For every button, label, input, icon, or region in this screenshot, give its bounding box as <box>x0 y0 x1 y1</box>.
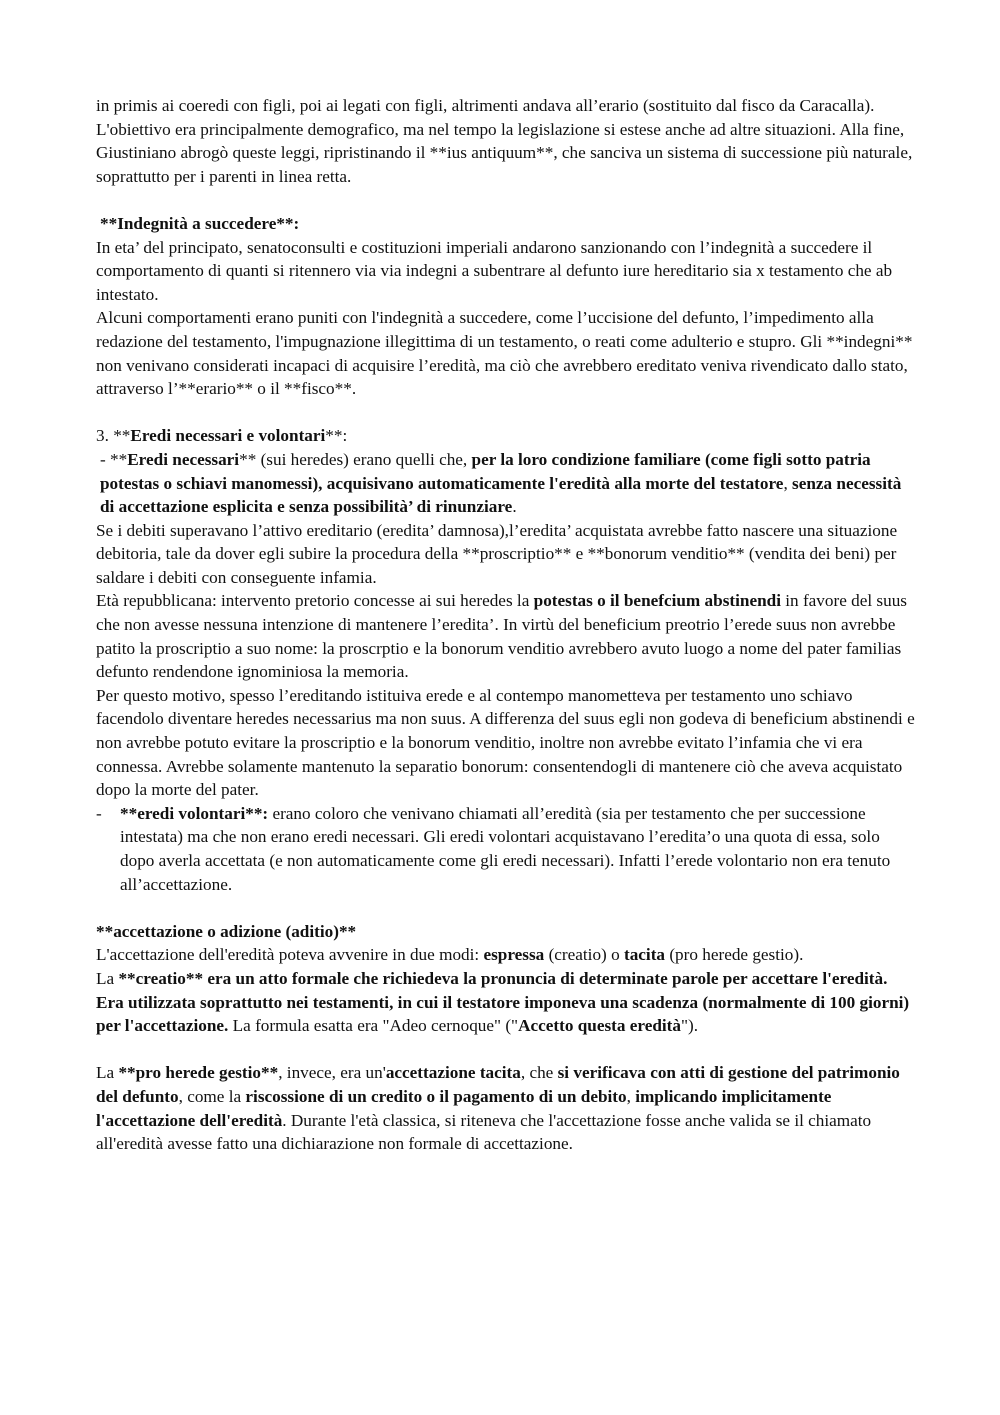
heading-accettazione <box>96 920 916 944</box>
phg-d: accettazione tacita <box>385 1063 521 1083</box>
heading-indegnita-text: **Indegnità a succedere**: <box>100 213 300 233</box>
phg-e: , che <box>520 1063 558 1083</box>
phg-k: . Durante l'età classica, si riteneva che l'accettazione fosse anche valida se il chiamato all'eredità avesse fatto una dichiarazione non formale di accettazione. <box>96 1110 872 1154</box>
creatio-formula: Accetto questa eredità <box>518 1016 681 1036</box>
eredi-volontari-text <box>118 802 916 896</box>
heading-indegnita <box>96 212 916 236</box>
bullet-dash: - <box>96 803 102 823</box>
phg-i: , <box>626 1086 636 1106</box>
paragraph-lex-iulia-papia: in primis ai coeredi con figli, poi ai legati con figli, altrimenti andava all’erario (sostituito dal fisco da Caracalla). L'obiettivo era principalmente demografico, ma nel tempo la legislazione si estese anche ad altre situazioni. Alla fine, Giustiniano abrogò queste leggi, ripristinando il **ius antiquum**, che sanciva un sistema di successione più naturale, soprattutto per i parenti in linea retta. <box>96 96 913 186</box>
paragraph-indegnita-1: In eta’ del principato, senatoconsulti e costituzioni imperiali andarono sanzionando con l’indegnità a succedere il comportamento di quanti si ritennero via via indegni a subentrare al defunto iure hereditario sia x testamento che ab intestato. <box>96 237 893 304</box>
spacer <box>96 896 916 920</box>
section-3-title: Eredi necessari e volontari <box>130 426 326 446</box>
heading-section-3 <box>96 424 916 448</box>
spacer <box>96 188 916 212</box>
eredi-necessari-prefix: - ** <box>100 449 128 469</box>
spacer <box>96 1038 916 1062</box>
paragraph-creatio <box>96 967 916 1038</box>
paragraph-accettazione <box>96 943 916 967</box>
creatio-e: "). <box>681 1016 699 1036</box>
phg-h: riscossione di un credito o il pagamento di un debito <box>245 1086 627 1106</box>
phg-j: implicando implicitamente l'accettazione dell'eredità <box>96 1086 832 1130</box>
accettazione-c: (creatio) o <box>544 945 624 965</box>
paragraph-pro-herede-gestio <box>96 1061 916 1155</box>
creatio-a: La <box>96 968 119 988</box>
paragraph-eta-repubblicana <box>96 589 916 683</box>
paragraph-indegnita-2: Alcuni comportamenti erano puniti con l'indegnità a succedere, come l’uccisione del defunto, l’impedimento alla redazione del testamento, l'impugnazione illegittima di un testamento, o reati come adulterio e stupro. Gli **indegni** non venivano considerati incapaci di acquisire l’eredità, ma ciò che avrebbero ereditato veniva rivendicato dallo stato, attraverso l’**erario** o il **fisco**. <box>96 308 913 399</box>
accettazione-a: L'accettazione dell'eredità poteva avvenire in due modi: <box>96 945 484 965</box>
eta-repubblicana-bold: potestas o il benefcium abstinendi <box>533 591 781 611</box>
eredi-necessari-mid: ** (sui heredes) erano quelli che, <box>239 449 472 469</box>
section-3-end: **: <box>325 426 348 446</box>
phg-c: , invece, era un' <box>278 1063 386 1083</box>
phg-b: **pro herede gestio** <box>118 1063 279 1083</box>
spacer <box>96 401 916 425</box>
heading-accettazione-text: **accettazione o adizione (aditio)** <box>96 921 357 941</box>
eredi-necessari-end: . <box>512 497 517 517</box>
accettazione-espressa: espressa <box>483 945 545 965</box>
eredi-volontari-body: erano coloro che venivano chiamati all’eredità (sia per testamento che per successione intestata) ma che non erano eredi necessari. Gli eredi volontari acquistavano l’eredita’o una quota di essa, solo dopo averla accettata (e non automaticamente come gli eredi necessari). Infatti l’erede volontario non era tenuto all’accettazione. <box>120 803 891 894</box>
paragraph-eredi-necessari <box>96 448 916 519</box>
creatio-bold: **creatio** era un atto formale che richiedeva la pronuncia di determinate parole per accettare l'eredità. Era utilizzata soprattutto nei testamenti, in cui il testatore imponeva una scadenza (normalmente di 100 giorni) per l'accettazione. <box>96 968 910 1036</box>
paragraph-eredita-damnosa: Se i debiti superavano l’attivo ereditario (eredita’ damnosa),l’eredita’ acquistata avrebbe fatto nascere una situazione debitoria, tale da dover egli subire la procedura della **proscriptio** e **bonorum venditio** (vendita dei beni) per saldare i debiti con conseguente infamia. <box>96 520 898 587</box>
eredi-volontari-title: **eredi volontari**: <box>120 803 269 823</box>
phg-a: La <box>96 1063 119 1083</box>
paragraph-per-questo-motivo: Per questo motivo, spesso l’ereditando istituiva erede e al contempo manometteva per testamento uno schiavo facendolo diventare heredes necessarius ma non suus. A differenza del suus egli non godeva di beneficium abstinendi e non avrebbe potuto evitare la proscriptio e la bonorum venditio, inoltre non avrebbe evitato l’infamia che vi era connessa. Avrebbe solamente mantenuto la separatio bonorum: consentendogli di mantenere ciò che aveva acquistato dopo la morte del pater. <box>96 685 915 800</box>
phg-g: , come la <box>178 1086 246 1106</box>
creatio-c: La formula esatta era "Adeo cernoque" (" <box>228 1016 519 1036</box>
phg-f: si verificava con atti di gestione del patrimonio del defunto <box>96 1063 900 1106</box>
accettazione-tacita: tacita <box>623 945 666 965</box>
eredi-necessari-title: Eredi necessari <box>127 449 240 469</box>
eredi-necessari-comma: , <box>783 473 793 493</box>
eta-repubblicana-a: Età repubblicana: intervento pretorio concesse ai sui heredes la <box>96 591 534 611</box>
accettazione-e: (pro herede gestio). <box>665 945 804 965</box>
eredi-necessari-bold-2: senza necessità di accettazione esplicita e senza possibilità’ di rinunziare <box>100 473 902 517</box>
eta-repubblicana-c: in favore del suus che non avesse nessuna intenzione di mantenere l’eredita’. In virtù del beneficium preotrio l’erede suus non avrebbe patito la proscriptio a suo nome: la proscrptio e la bonorum venditio avrebbero avuto luogo a nome del pater familias defunto rendendone ignominiosa la memoria. <box>96 591 907 682</box>
eredi-necessari-bold-1: per la loro condizione familiare (come figli sotto patria potestas o schiavi manomessi), acquisivano automaticamente l'eredità alla morte del testatore <box>100 449 871 493</box>
list-item-eredi-volontari <box>96 802 916 896</box>
section-3-number: 3. ** <box>96 426 131 446</box>
document-page <box>96 94 916 1156</box>
